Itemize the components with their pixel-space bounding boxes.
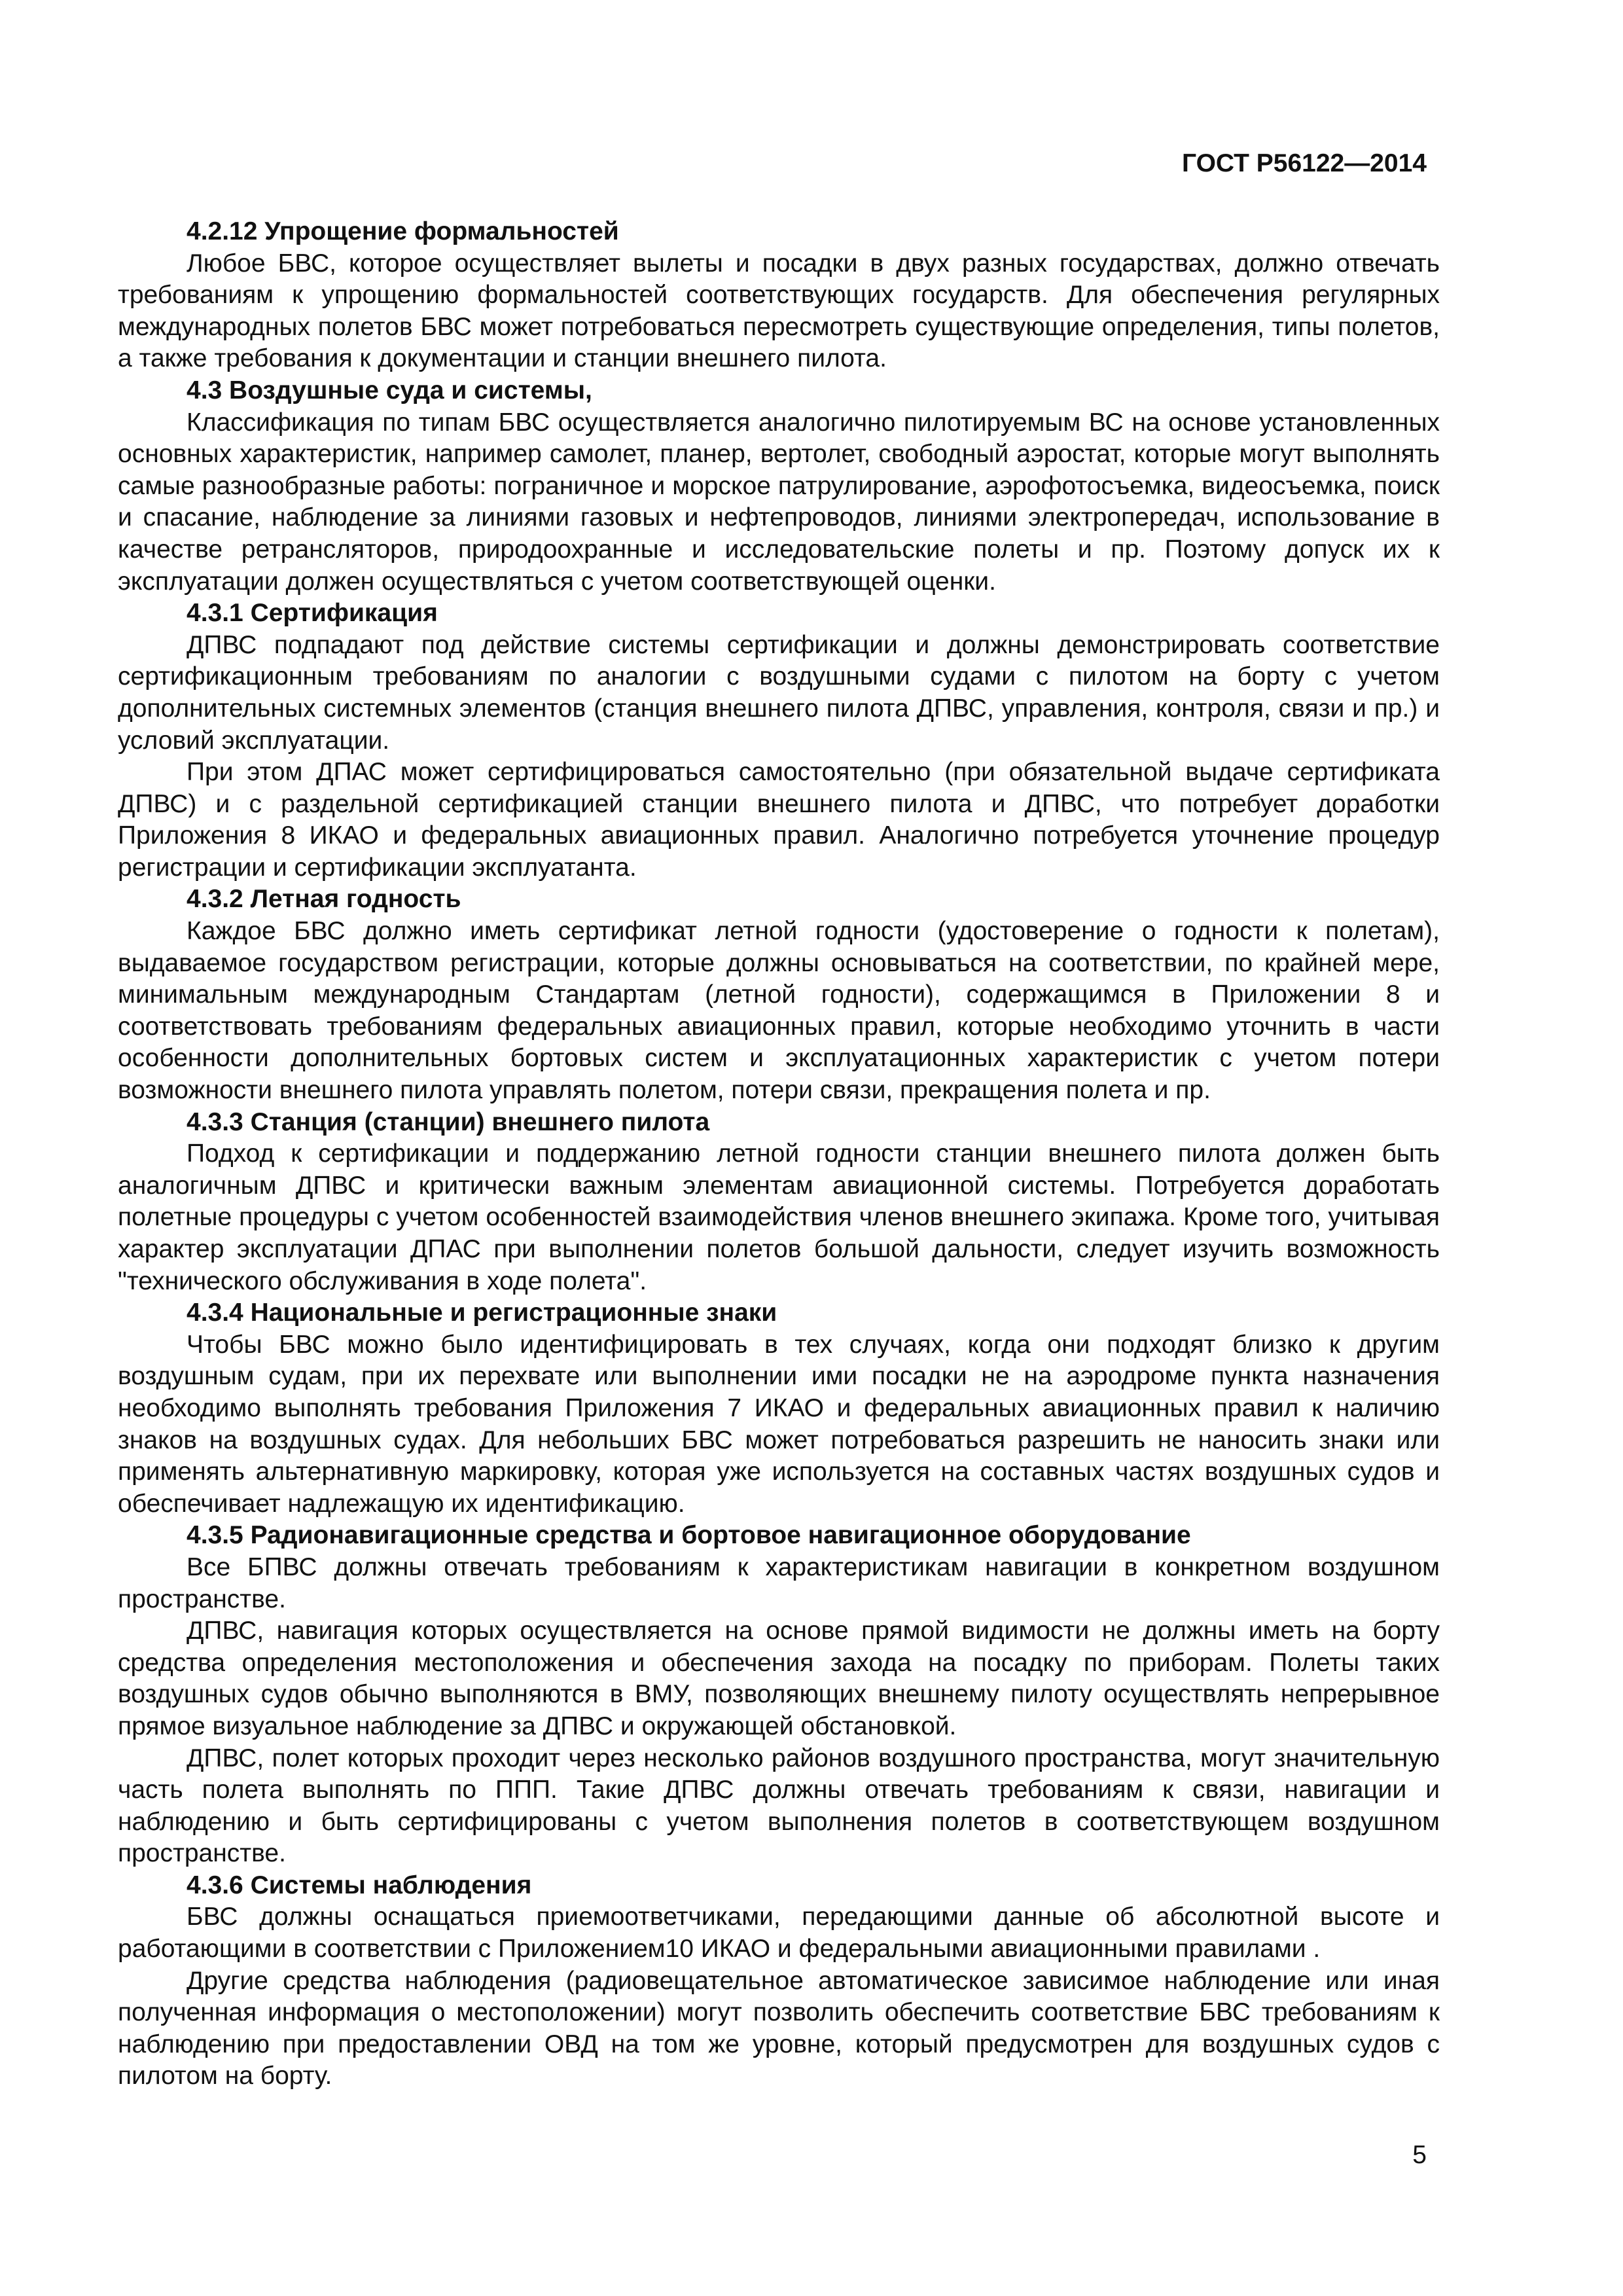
paragraph: При этом ДПАС может сертифицироваться самостоятельно (при обязательной выдаче сертификата ДПВС) и с раздельной сертификацией станции внешнего пилота и ДПВС, что потребует доработки Приложения 8 ИКАО и федеральных авиационных правил. Аналогично потребуется уточнение процедур регистрации и сертификации эксплуатанта. [118, 758, 1440, 882]
section-heading: 4.2.12 Упрощение формальностей [187, 217, 619, 245]
paragraph: ДПВС подпадают под действие системы сертификации и должны демонстрировать соответствие сертификационным требованиям по аналогии с воздушными судами с пилотом на борту с учетом дополнительных системных элементов (станция внешнего пилота ДПВС, управления, контроля, связи и пр.) и условий эксплуатации. [118, 630, 1440, 755]
section-heading: 4.3.4 Национальные и регистрационные знаки [187, 1299, 777, 1327]
paragraph: Подход к сертификации и поддержанию летной годности станции внешнего пилота должен быть аналогичным ДПВС и критически важным элементам авиационной системы. Потребуется доработать полетные процедуры с учетом особенностей взаимодействия членов внешнего экипажа. Кроме того, учитывая характер эксплуатации ДПАС при выполнении полетов большой дальности, следует изучить возможность "технического обслуживания в ходе полета". [118, 1139, 1440, 1295]
paragraph: Каждое БВС должно иметь сертификат летной годности (удостоверение о годности к полетам), выдаваемое государством регистрации, которые должны основываться на соответствии, по крайней мере, минимальным международным Стандартам (летной годности), содержащимся в Приложении 8 и соответствовать требованиям федеральных авиационных правил, которые необходимо уточнить в части особенности дополнительных бортовых систем и эксплуатационных характеристик с учетом потери возможности внешнего пилота управлять полетом, потери связи, прекращения полета и пр. [118, 917, 1440, 1105]
paragraph: Любое БВС, которое осуществляет вылеты и посадки в двух разных государствах, должно отвечать требованиям к упрощению формальностей соответствующих государств. Для обеспечения регулярных международных полетов БВС может потребоваться пересмотреть существующие определения, типы полетов, а также требования к документации и станции внешнего пилота. [118, 249, 1440, 373]
paragraph: Все БПВС должны отвечать требованиям к характеристикам навигации в конкретном воздушном пространстве. [118, 1552, 1440, 1613]
document-code: ГОСТ Р56122—2014 [1181, 149, 1427, 177]
paragraph: ДПВС, навигация которых осуществляется на основе прямой видимости не должны иметь на борту средства определения местоположения и обеспечения захода на посадку по приборам. Полеты таких воздушных судов обычно выполняются в ВМУ, позволяющих внешнему пилоту осуществлять непрерывное прямое визуальное наблюдение за ДПВС и окружающей обстановкой. [118, 1617, 1440, 1740]
paragraph: Другие средства наблюдения (радиовещательное автоматическое зависимое наблюдение или иная полученная информация о местоположении) могут позволить обеспечить соответствие БВС требованиям к наблюдению при предоставлении ОВД на том же уровне, который предусмотрен для воздушных судов с пилотом на борту. [118, 1966, 1440, 2090]
paragraph: ДПВС, полет которых проходит через несколько районов воздушного пространства, могут значительную часть полета выполнять по ППП. Такие ДПВС должны отвечать требованиям к связи, навигации и наблюдению и быть сертифицированы с учетом выполнения полетов в соответствующем воздушном пространстве. [118, 1744, 1440, 1868]
section-heading: 4.3.6 Системы наблюдения [187, 1871, 532, 1899]
page-number: 5 [1412, 2141, 1427, 2169]
paragraph: БВС должны оснащаться приемоответчиками, передающими данные об абсолютной высоте и работающими в соответствии с Приложением10 ИКАО и федеральными авиационными правилами . [118, 1903, 1440, 1964]
paragraph: Классификация по типам БВС осуществляется аналогично пилотируемым ВС на основе установленных основных характеристик, например самолет, планер, вертолет, свободный аэростат, которые могут выполнять самые разнообразные работы: пограничное и морское патрулирование, аэрофотосъемка, видеосъемка, поиск и спасание, наблюдение за линиями газовых и нефтепроводов, линиями электропередач, использование в качестве ретрансляторов, природоохранные и исследовательские полеты и пр. Поэтому допуск их к эксплуатации должен осуществляться с учетом соответствующей оценки. [118, 408, 1440, 596]
document-body [118, 216, 1440, 2092]
paragraph: Чтобы БВС можно было идентифицировать в тех случаях, когда они подходят близко к другим воздушным судам, при их перехвате или выполнении ими посадки не на аэродроме пункта назначения необходимо выполнять требования Приложения 7 ИКАО и федеральных авиационных правил к наличию знаков на воздушных судах. Для небольших БВС может потребоваться разрешить не наносить знаки или применять альтернативную маркировку, которая уже используется на составных частях воздушных судов и обеспечивает надлежащую их идентификацию. [118, 1330, 1440, 1518]
section-heading: 4.3.2 Летная годность [187, 885, 461, 914]
section-heading: 4.3.1 Сертификация [187, 599, 438, 628]
section-heading: 4.3.5 Радионавигационные средства и бортовое навигационное оборудование [187, 1521, 1191, 1550]
section-heading: 4.3 Воздушные суда и системы, [187, 376, 592, 404]
section-heading: 4.3.3 Станция (станции) внешнего пилота [187, 1107, 710, 1136]
